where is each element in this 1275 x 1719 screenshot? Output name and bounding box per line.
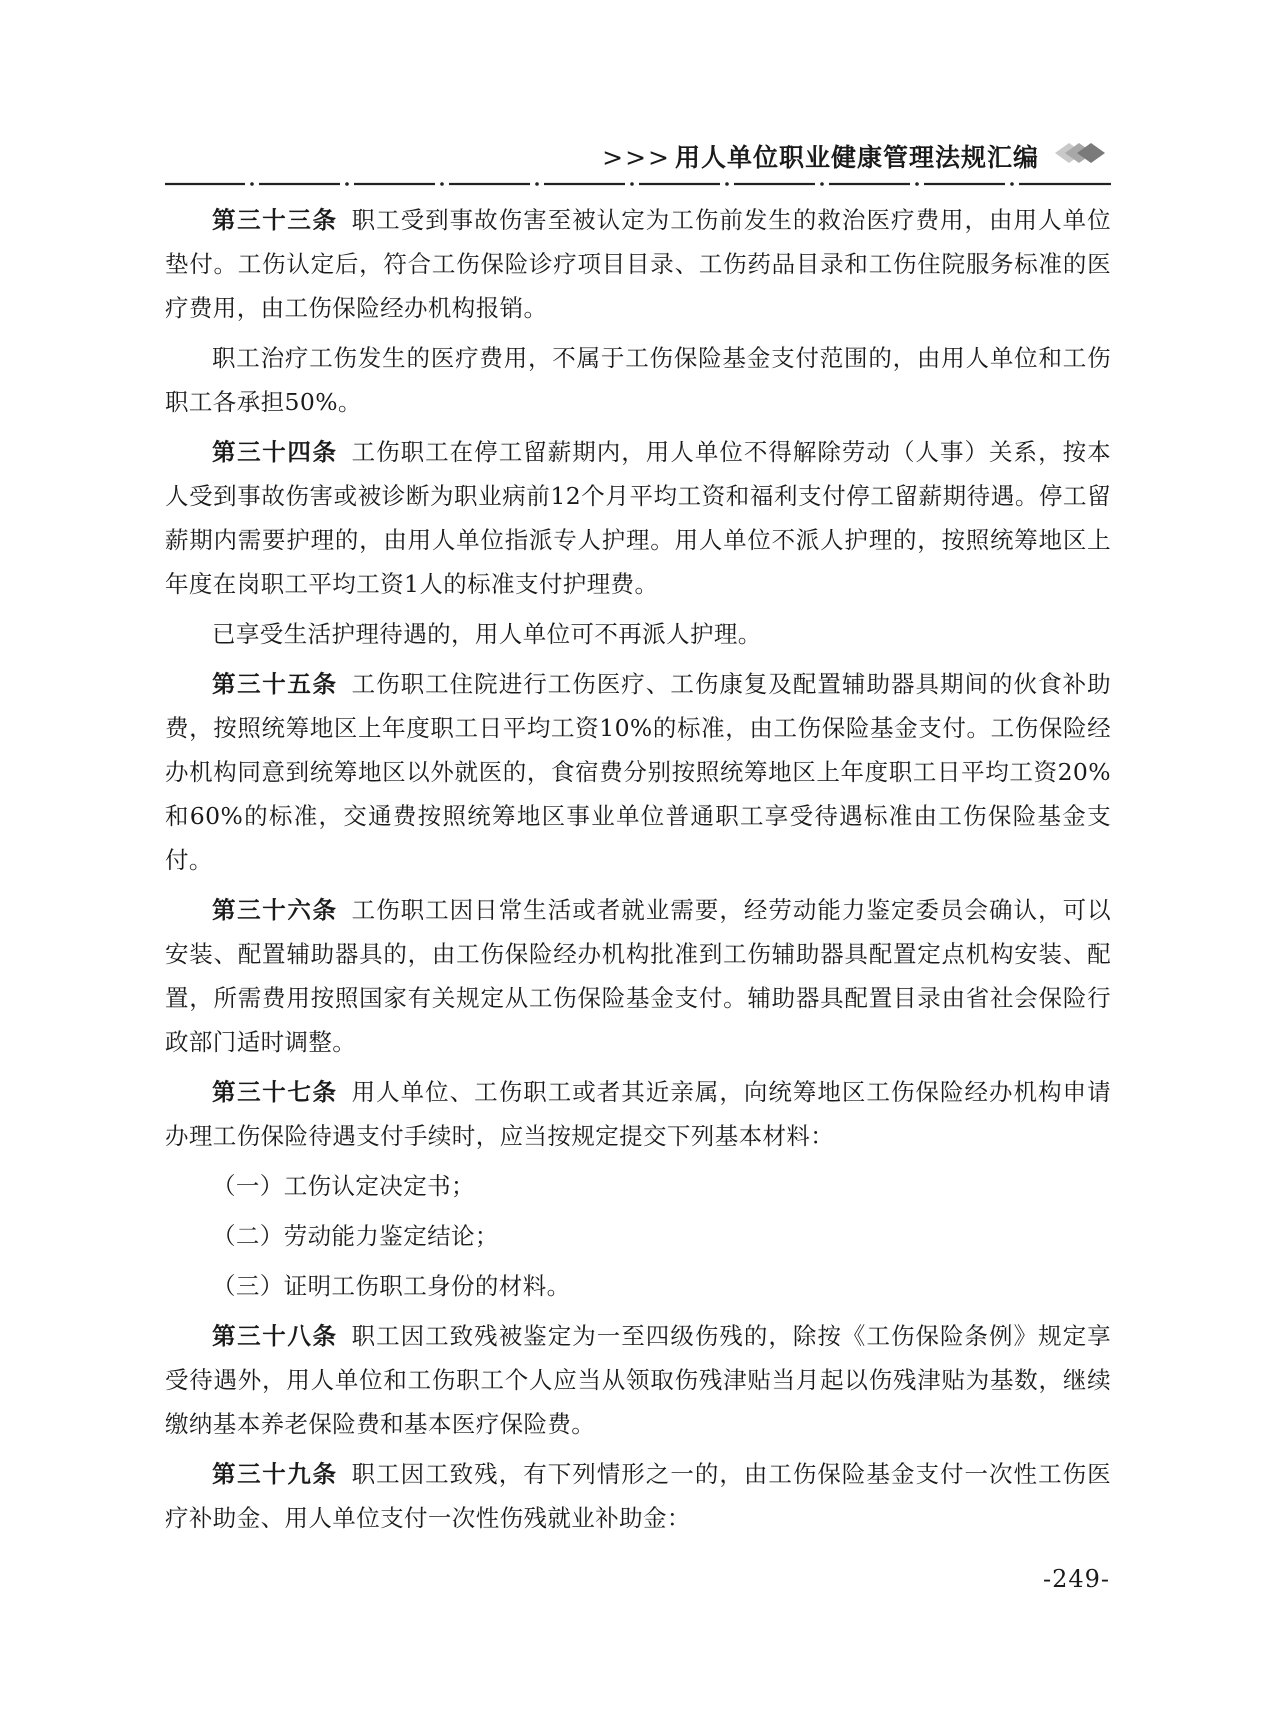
paragraph-article-37	[165, 1070, 1111, 1158]
article-number: 第三十五条	[212, 670, 338, 698]
paragraph-text: 工伤职工因日常生活或者就业需要，经劳动能力鉴定委员会确认，可以安装、配置辅助器具的，由工伤保险经办机构批准到工伤辅助器具配置定点机构安装、配置，所需费用按照国家有关规定从工伤保险基金支付。辅助器具配置目录由省社会保险行政部门适时调整。	[165, 896, 1112, 1056]
article-number: 第三十九条	[212, 1460, 338, 1488]
paragraph-text: 用人单位、工伤职工或者其近亲属，向统筹地区工伤保险经办机构申请办理工伤保险待遇支付手续时，应当按规定提交下列基本材料：	[165, 1078, 1112, 1150]
paragraph-article-34	[165, 430, 1111, 606]
paragraph-article-33	[165, 198, 1111, 330]
page-number: -249-	[1042, 1565, 1110, 1593]
article-number: 第三十七条	[212, 1078, 338, 1106]
paragraph-article-38	[165, 1314, 1111, 1446]
list-item	[165, 1164, 1111, 1208]
paragraph-text: 职工受到事故伤害至被认定为工伤前发生的救治医疗费用，由用人单位垫付。工伤认定后，符合工伤保险诊疗项目目录、工伤药品目录和工伤住院服务标准的医疗费用，由工伤保险经办机构报销。	[165, 206, 1112, 322]
header-divider	[165, 180, 1111, 188]
paragraph-text: （三）证明工伤职工身份的材料。	[212, 1272, 571, 1300]
paragraph-article-36	[165, 888, 1111, 1064]
list-item	[165, 1264, 1111, 1308]
chevrons-icon: >>>	[602, 143, 671, 172]
running-header	[165, 134, 1111, 180]
paragraph-text: （一）工伤认定决定书；	[212, 1172, 475, 1200]
paragraph-article-39	[165, 1452, 1111, 1540]
list-item	[165, 1214, 1111, 1258]
book-title: 用人单位职业健康管理法规汇编	[674, 143, 1039, 172]
diamond-ornament-icon	[1045, 140, 1111, 166]
paragraph-text: 工伤职工在停工留薪期内，用人单位不得解除劳动（人事）关系，按本人受到事故伤害或被诊断为职业病前12个月平均工资和福利支付停工留薪期待遇。停工留薪期内需要护理的，由用人单位指派专人护理。用人单位不派人护理的，按照统筹地区上年度在岗职工平均工资1人的标准支付护理费。	[165, 438, 1112, 598]
paragraph	[165, 612, 1111, 656]
article-body	[165, 198, 1111, 1546]
article-number: 第三十八条	[212, 1322, 338, 1350]
paragraph	[165, 336, 1111, 424]
header-title	[602, 138, 1039, 174]
paragraph-text: （二）劳动能力鉴定结论；	[212, 1222, 499, 1250]
paragraph-text: 职工因工致残，有下列情形之一的，由工伤保险基金支付一次性工伤医疗补助金、用人单位支付一次性伤残就业补助金：	[165, 1460, 1112, 1532]
article-number: 第三十六条	[212, 896, 338, 924]
paragraph-text: 已享受生活护理待遇的，用人单位可不再派人护理。	[212, 620, 762, 648]
paragraph-text: 职工治疗工伤发生的医疗费用，不属于工伤保险基金支付范围的，由用人单位和工伤职工各承担50%。	[165, 344, 1111, 416]
paragraph-text: 职工因工致残被鉴定为一至四级伤残的，除按《工伤保险条例》规定享受待遇外，用人单位和工伤职工个人应当从领取伤残津贴当月起以伤残津贴为基数，继续缴纳基本养老保险费和基本医疗保险费。	[165, 1322, 1112, 1438]
article-number: 第三十三条	[212, 206, 338, 234]
paragraph-article-35	[165, 662, 1111, 882]
paragraph-text: 工伤职工住院进行工伤医疗、工伤康复及配置辅助器具期间的伙食补助费，按照统筹地区上年度职工日平均工资10%的标准，由工伤保险基金支付。工伤保险经办机构同意到统筹地区以外就医的，食宿费分别按照统筹地区上年度职工日平均工资20%和60%的标准，交通费按照统筹地区事业单位普通职工享受待遇标准由工伤保险基金支付。	[165, 670, 1112, 874]
article-number: 第三十四条	[212, 438, 338, 466]
